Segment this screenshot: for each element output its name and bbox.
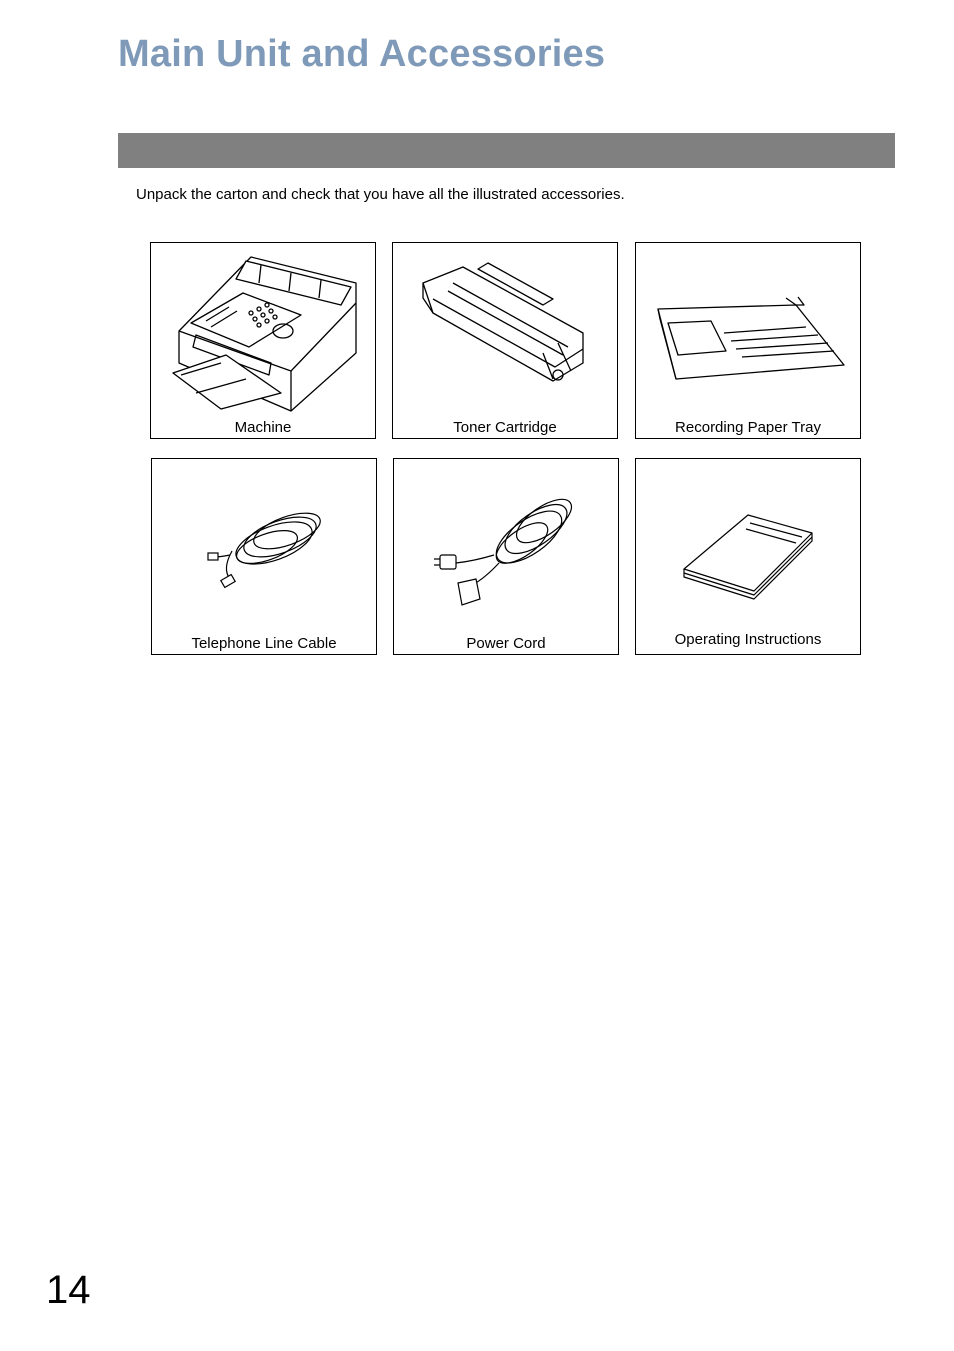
accessory-recording-paper-tray	[635, 242, 861, 439]
accessory-label: Recording Paper Tray	[675, 419, 821, 436]
accessory-toner-cartridge	[392, 242, 618, 439]
accessory-label: Machine	[234, 419, 292, 436]
intro-text: Unpack the carton and check that you have all the illustrated accessories.	[136, 186, 625, 203]
accessory-machine	[150, 242, 376, 439]
accessory-power-cord	[393, 458, 619, 655]
manual-booklet-icon	[636, 459, 860, 629]
accessory-operating-instructions	[635, 458, 861, 655]
accessory-label: Telephone Line Cable	[191, 635, 337, 652]
power-cord-icon	[394, 459, 618, 629]
accessory-label: Operating Instructions	[674, 631, 822, 648]
page-number: 14	[46, 1268, 91, 1312]
accessory-label: Toner Cartridge	[453, 419, 557, 436]
toner-cartridge-icon	[393, 243, 617, 413]
accessory-label: Power Cord	[466, 635, 546, 652]
paper-tray-icon	[636, 243, 860, 413]
telephone-cable-icon	[152, 459, 376, 629]
fax-machine-icon	[151, 243, 375, 413]
section-header-band	[118, 133, 895, 168]
page-title: Main Unit and Accessories	[118, 33, 606, 75]
accessory-telephone-line-cable	[151, 458, 377, 655]
